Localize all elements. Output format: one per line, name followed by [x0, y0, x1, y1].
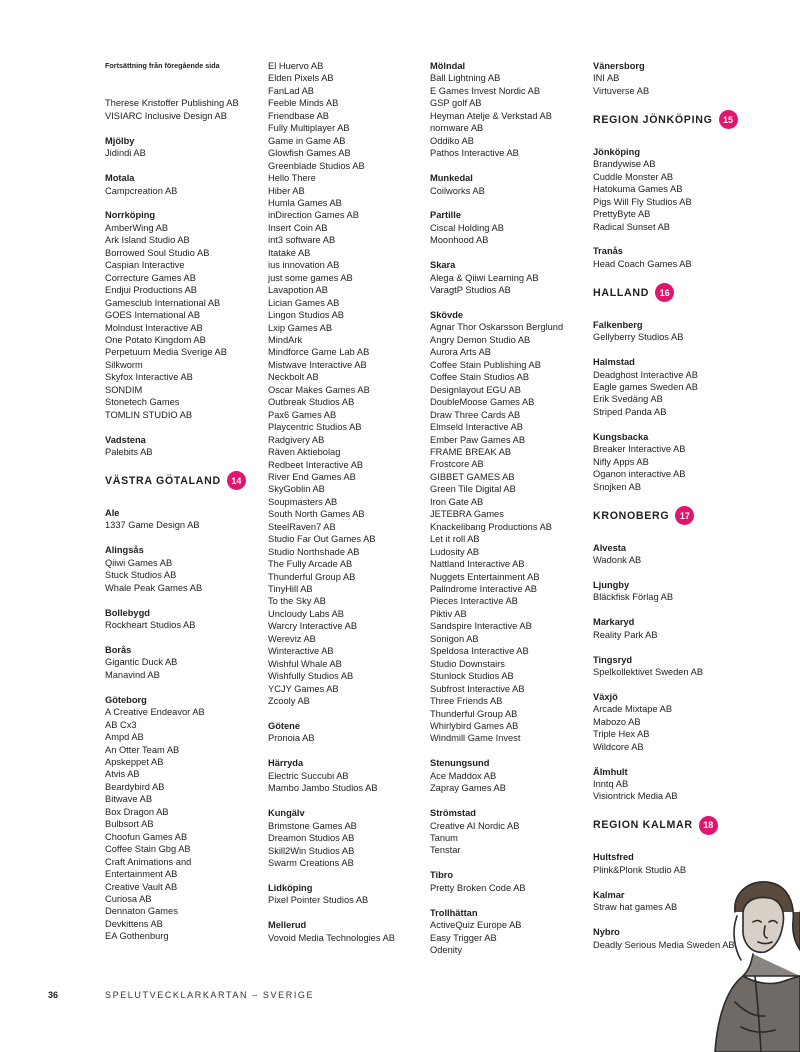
- city-heading: Hultsfred: [593, 852, 634, 863]
- company-entry: EA Gothenburg: [105, 931, 169, 942]
- company-entry: Ace Maddox AB: [430, 770, 497, 781]
- company-entry: SteelRaven7 AB: [268, 521, 336, 532]
- company-entry: Piktiv AB: [430, 608, 467, 619]
- company-entry: Bitwave AB: [105, 794, 153, 805]
- company-entry: Lxip Games AB: [268, 322, 333, 333]
- company-entry: Pax6 Games AB: [268, 409, 337, 420]
- company-entry: just some games AB: [268, 272, 353, 283]
- company-entry: Ark Island Studio AB: [105, 235, 190, 246]
- company-entry: Wadonk AB: [593, 554, 642, 565]
- company-entry: Hello There: [268, 173, 316, 184]
- company-entry: Cuddle Monster AB: [593, 171, 674, 182]
- company-entry: Manavind AB: [105, 669, 160, 680]
- company-entry: Pixel Pointer Studios AB: [268, 895, 369, 906]
- city-group: [593, 319, 751, 344]
- company-entry: Elden Pixels AB: [268, 73, 334, 84]
- city-heading: Skövde: [430, 310, 464, 320]
- company-entry: GOES International AB: [105, 310, 201, 321]
- company-entry: Curiosa AB: [105, 893, 152, 904]
- city-group: [105, 209, 263, 421]
- company-entry: Nattland Interactive AB: [430, 559, 525, 570]
- company-entry: Studio Downstairs: [430, 658, 505, 669]
- company-entry: Three Friends AB: [430, 696, 503, 707]
- company-entry: Craft Animations and Entertainment AB: [105, 856, 192, 880]
- region-number-badge: 15: [719, 110, 738, 129]
- city-heading: Kalmar: [593, 889, 625, 900]
- company-entry: Molndust Interactive AB: [105, 322, 203, 333]
- company-entry: Wishfully Studios AB: [268, 671, 354, 682]
- company-entry: Ampd AB: [105, 732, 144, 743]
- company-entry: Mindforce Game Lab AB: [268, 347, 370, 358]
- company-entry: Greenblade Studios AB: [268, 160, 365, 171]
- company-entry: FanLad AB: [268, 85, 315, 96]
- region-title: VÄSTRA GÖTALAND: [105, 474, 221, 487]
- company-entry: DoubleMoose Games AB: [430, 397, 535, 408]
- company-entry: Palindrome Interactive AB: [430, 583, 537, 594]
- region-number-badge: 18: [699, 816, 718, 835]
- region-number-badge: 16: [655, 283, 674, 302]
- company-entry: Let it roll AB: [430, 534, 480, 545]
- company-entry: Coilworks AB: [430, 185, 485, 196]
- column-4: [593, 60, 751, 963]
- company-entry: Neckbolt AB: [268, 372, 319, 383]
- company-entry: ius innovation AB: [268, 260, 340, 271]
- company-entry: Studio Far Out Games AB: [268, 534, 376, 545]
- company-entry: Feeble Minds AB: [268, 98, 339, 109]
- city-heading: Götene: [268, 721, 301, 731]
- company-entry: Brandywise AB: [593, 159, 656, 170]
- company-entry: Wildcore AB: [593, 741, 644, 752]
- company-entry: Speldosa Interactive AB: [430, 646, 529, 657]
- company-entry: Plink&Plonk Studio AB: [593, 864, 687, 875]
- city-heading: Härryda: [268, 758, 304, 769]
- city-group: [105, 135, 263, 160]
- company-entry: SkyGoblin AB: [268, 484, 325, 495]
- company-entry: Jidindi AB: [105, 148, 146, 159]
- company-entry: TOMLIN STUDIO AB: [105, 409, 193, 420]
- company-entry: Atvis AB: [105, 769, 140, 780]
- city-heading: Norrköping: [105, 210, 156, 221]
- city-group: [105, 607, 263, 632]
- city-heading: Kungsbacka: [593, 431, 649, 442]
- city-group: [593, 691, 751, 753]
- company-entry: Hatokuma Games AB: [593, 184, 683, 195]
- company-entry: Endjui Productions AB: [105, 285, 197, 296]
- city-heading: Markaryd: [593, 617, 635, 628]
- company-entry: Deadghost Interactive AB: [593, 369, 698, 380]
- company-entry: Easy Trigger AB: [430, 932, 497, 943]
- company-entry: Designlayout EGU AB: [430, 384, 521, 395]
- company-entry: Mambo Jambo Studios AB: [268, 783, 378, 794]
- city-heading: Partille: [430, 210, 462, 221]
- city-heading: Nybro: [593, 927, 620, 938]
- company-entry: Head Coach Games AB: [593, 258, 692, 269]
- region-heading: [593, 815, 751, 835]
- company-entry: Pathos Interactive AB: [430, 148, 519, 159]
- city-heading: Bollebygd: [105, 607, 150, 618]
- company-entry: Friendbase AB: [268, 110, 329, 121]
- company-entry: Sandspire Interactive AB: [430, 621, 532, 632]
- company-entry: Soupmasters AB: [268, 496, 338, 507]
- company-entry: Correcture Games AB: [105, 272, 196, 283]
- company-entry: PrettyByte AB: [593, 209, 651, 220]
- company-entry: Spelkollektivet Sweden AB: [593, 666, 704, 677]
- company-entry: Stonetech Games: [105, 397, 180, 408]
- continuation-note: Fortsättning från föregående sida: [105, 61, 220, 70]
- company-entry: Ball Lightning AB: [430, 73, 501, 84]
- company-entry: Triple Hex AB: [593, 729, 650, 740]
- company-entry: Studio Northshade AB: [268, 546, 360, 557]
- city-group: [593, 654, 751, 679]
- company-entry: Draw Three Cards AB: [430, 409, 521, 420]
- company-entry: Swarm Creations AB: [268, 857, 354, 868]
- city-group: [268, 807, 426, 869]
- company-entry: Creative AI Nordic AB: [430, 820, 520, 831]
- company-entry: Rockheart Studios AB: [105, 620, 196, 631]
- company-entry: Apskeppet AB: [105, 756, 164, 767]
- city-heading: Alingsås: [105, 545, 144, 556]
- region-title: HALLAND: [593, 286, 650, 299]
- company-entry: Stunlock Studios AB: [430, 671, 514, 682]
- city-heading: Munkedal: [430, 173, 473, 184]
- company-entry: Lavapotion AB: [268, 285, 328, 296]
- city-group: [430, 807, 588, 857]
- page-footer: [0, 990, 800, 1004]
- company-entry: Whirlybird Games AB: [430, 720, 519, 731]
- region-heading: [593, 110, 751, 130]
- city-heading: Jönköping: [593, 146, 640, 157]
- company-entry: Brimstone Games AB: [268, 820, 357, 831]
- page-number: 36: [48, 990, 59, 1000]
- company-entry: AmberWing AB: [105, 222, 169, 233]
- city-heading: Mjölby: [105, 135, 135, 146]
- company-entry: MindArk: [268, 334, 303, 345]
- city-group: [593, 579, 751, 604]
- company-entry: Radical Sunset AB: [593, 221, 671, 232]
- company-entry: Lician Games AB: [268, 297, 340, 308]
- company-entry: 1337 Game Design AB: [105, 520, 200, 531]
- city-group: [430, 869, 588, 894]
- company-entry: Humla Games AB: [268, 197, 342, 208]
- city-group: [268, 757, 426, 794]
- company-entry: Pronoia AB: [268, 733, 315, 744]
- city-group: [430, 757, 588, 794]
- company-entry: Aurora Arts AB: [430, 347, 491, 358]
- company-entry: Dreamon Studios AB: [268, 833, 355, 844]
- city-group: [593, 146, 751, 233]
- city-heading: Göteborg: [105, 694, 147, 705]
- company-entry: To the Sky AB: [268, 596, 326, 607]
- company-entry: E Games Invest Nordic AB: [430, 85, 541, 96]
- company-entry: Tanum: [430, 833, 458, 843]
- city-heading: Alvesta: [593, 542, 627, 553]
- company-entry: Thunderful Group AB: [430, 708, 518, 719]
- company-entry: Thunderful Group AB: [268, 571, 356, 582]
- city-group: [593, 542, 751, 567]
- company-entry: Lingon Studios AB: [268, 310, 344, 321]
- company-entry: Angry Demon Studio AB: [430, 334, 531, 345]
- company-entry: Itatake AB: [268, 247, 311, 258]
- company-entry: Outbreak Studios AB: [268, 397, 355, 408]
- character-illustration: [695, 872, 800, 1052]
- city-heading: Halmstad: [593, 357, 635, 368]
- city-group: [105, 97, 263, 122]
- company-entry: Qiiwi Games AB: [105, 557, 173, 568]
- company-entry: Odenity: [430, 945, 463, 956]
- company-entry: VaragtP Studios AB: [430, 285, 511, 296]
- company-entry: Green Tile Digital AB: [430, 484, 516, 495]
- company-entry: Coffee Stain Publishing AB: [430, 359, 541, 370]
- city-heading: Tranås: [593, 246, 623, 257]
- company-entry: Game in Game AB: [268, 135, 346, 146]
- city-heading: Tibro: [430, 870, 454, 881]
- company-entry: Whale Peak Games AB: [105, 582, 203, 593]
- city-group: [105, 694, 263, 943]
- company-entry: Gellyberry Studios AB: [593, 332, 684, 343]
- city-heading: Vadstena: [105, 434, 146, 445]
- company-entry: Tenstar: [430, 845, 461, 856]
- column-1: [105, 60, 263, 955]
- company-entry: Dennaton Games: [105, 906, 178, 917]
- city-heading: Stenungsund: [430, 758, 490, 769]
- city-group: [105, 644, 263, 681]
- city-heading: Kungälv: [268, 808, 305, 819]
- city-heading: Skara: [430, 260, 456, 271]
- company-entry: GSP golf AB: [430, 98, 482, 109]
- company-entry: Electric Succubi AB: [268, 770, 349, 781]
- company-entry: AB Cx3: [105, 719, 137, 730]
- company-entry: Redbeet Interactive AB: [268, 459, 364, 470]
- company-entry: South North Games AB: [268, 509, 365, 520]
- company-entry: Reality Park AB: [593, 629, 658, 640]
- city-heading: Vänersborg: [593, 61, 645, 71]
- company-entry: Wereviz AB: [268, 633, 316, 644]
- company-entry: Bulbsort AB: [105, 819, 154, 830]
- city-heading: Motala: [105, 173, 135, 184]
- company-entry: INI AB: [593, 73, 620, 84]
- company-entry: Inntq AB: [593, 779, 629, 790]
- region-title: KRONOBERG: [593, 509, 670, 522]
- city-heading: Växjö: [593, 691, 618, 702]
- company-entry: ActiveQuiz Europe AB: [430, 920, 522, 931]
- company-entry: Fully Multiplayer AB: [268, 123, 350, 134]
- company-entry: Windmill Game Invest: [430, 733, 521, 744]
- city-group: [593, 766, 751, 803]
- city-group: [268, 919, 426, 944]
- company-entry: Radgivery AB: [268, 434, 325, 445]
- company-entry: Gigantic Duck AB: [105, 657, 178, 668]
- company-entry: Striped Panda AB: [593, 406, 667, 417]
- city-heading: Ljungby: [593, 579, 630, 590]
- city-group: [430, 259, 588, 296]
- company-entry: Breaker Interactive AB: [593, 444, 686, 455]
- column-3: [430, 60, 588, 969]
- city-group: [430, 60, 588, 160]
- company-entry: Gamesclub International AB: [105, 297, 221, 308]
- company-entry: Winteractive AB: [268, 646, 334, 657]
- company-entry: Frostcore AB: [430, 459, 484, 470]
- company-entry: int3 software AB: [268, 235, 336, 246]
- company-entry: Subfrost Interactive AB: [430, 683, 525, 694]
- company-entry: Coffee Stain Studios AB: [430, 372, 530, 383]
- city-group: [430, 907, 588, 957]
- company-entry: Therese Kristoffer Publishing AB: [105, 98, 239, 109]
- company-entry: Creative Vault AB: [105, 881, 178, 892]
- company-entry: Silkworm: [105, 359, 143, 370]
- company-entry: Oddiko AB: [430, 135, 474, 146]
- city-group: [430, 172, 588, 197]
- company-entry: Playcentric Studios AB: [268, 422, 362, 433]
- company-entry: Sonigon AB: [430, 633, 479, 644]
- company-entry: Bläckfisk Förlag AB: [593, 592, 674, 603]
- region-number-badge: 14: [227, 471, 246, 490]
- company-entry: El Huervo AB: [268, 61, 324, 71]
- company-entry: One Potato Kingdom AB: [105, 335, 206, 346]
- company-entry: Deadly Serious Media Sweden AB: [593, 939, 735, 950]
- city-group: [105, 544, 263, 594]
- company-entry: Pieces Interactive AB: [430, 596, 518, 607]
- company-entry: Skill2Win Studios AB: [268, 845, 355, 856]
- company-entry: Erik Svedäng AB: [593, 394, 663, 405]
- city-group: [593, 60, 751, 97]
- company-entry: Straw hat games AB: [593, 902, 678, 913]
- city-heading: Mölndal: [430, 61, 466, 71]
- region-number-badge: 17: [675, 506, 694, 525]
- company-entry: Caspian Interactive: [105, 260, 185, 271]
- city-group: [593, 245, 751, 270]
- city-heading: Falkenberg: [593, 319, 643, 330]
- company-entry: Hiber AB: [268, 185, 305, 196]
- company-entry: Ember Paw Games AB: [430, 434, 526, 445]
- company-entry: Choofun Games AB: [105, 831, 188, 842]
- company-entry: Nifly Apps AB: [593, 456, 649, 467]
- company-entry: River End Games AB: [268, 471, 356, 482]
- city-heading: Ale: [105, 507, 120, 518]
- city-heading: Lidköping: [268, 882, 313, 893]
- company-entry: An Otter Team AB: [105, 744, 180, 755]
- city-heading: Mellerud: [268, 920, 307, 931]
- company-entry: Eagle games Sweden AB: [593, 382, 698, 392]
- city-heading: Borås: [105, 644, 132, 655]
- city-group: [430, 209, 588, 246]
- company-entry: nornware AB: [430, 123, 484, 134]
- company-entry: Agnar Thor Oskarsson Berglund: [430, 322, 564, 333]
- company-entry: Virtuverse AB: [593, 85, 650, 96]
- company-entry: Campcreation AB: [105, 185, 178, 196]
- company-entry: Vovoid Media Technologies AB: [268, 932, 395, 943]
- company-entry: The Fully Arcade AB: [268, 559, 353, 570]
- region-heading: [593, 283, 751, 303]
- company-entry: Palebits AB: [105, 447, 153, 458]
- company-entry: Borrowed Soul Studio AB: [105, 247, 210, 258]
- company-entry: Devkittens AB: [105, 918, 163, 929]
- company-entry: Oganon interactive AB: [593, 469, 686, 480]
- city-group: [268, 882, 426, 907]
- company-entry: SONDIM: [105, 384, 143, 395]
- company-entry: VISIARC Inclusive Design AB: [105, 110, 227, 121]
- city-group: [268, 60, 426, 708]
- company-entry: Zcooly AB: [268, 696, 310, 707]
- company-entry: Iron Gate AB: [430, 496, 484, 507]
- company-entry: Stuck Studios AB: [105, 570, 177, 581]
- running-head: SPELUTVECKLARKARTAN – SVERIGE: [105, 990, 315, 1000]
- company-entry: Pretty Broken Code AB: [430, 882, 526, 893]
- company-entry: Arcade Mixtape AB: [593, 704, 673, 715]
- company-entry: Skyfox Interactive AB: [105, 372, 193, 383]
- company-entry: Beardybird AB: [105, 781, 165, 792]
- company-entry: Glowfish Games AB: [268, 148, 351, 159]
- city-group: [430, 309, 588, 745]
- company-entry: Zapray Games AB: [430, 783, 506, 794]
- company-entry: Warcry Interactive AB: [268, 621, 358, 632]
- company-entry: Elmseld Interactive AB: [430, 422, 524, 433]
- city-heading: Trollhättan: [430, 907, 478, 918]
- city-heading: Strömstad: [430, 808, 476, 819]
- city-group: [593, 431, 751, 493]
- company-entry: Alega & Qiiwi Learning AB: [430, 272, 539, 283]
- company-entry: Ciscal Holding AB: [430, 222, 504, 233]
- company-entry: GIBBET GAMES AB: [430, 471, 515, 482]
- company-entry: Mabozo AB: [593, 716, 641, 727]
- company-entry: Snojken AB: [593, 481, 642, 492]
- city-group: [105, 507, 263, 532]
- company-entry: Knackelibang Productions AB: [430, 521, 552, 532]
- city-group: [268, 720, 426, 745]
- company-entry: Moonhood AB: [430, 235, 489, 246]
- company-entry: Visiontrick Media AB: [593, 791, 678, 802]
- company-entry: Ludosity AB: [430, 546, 480, 557]
- company-entry: Perpetuum Media Sverige AB: [105, 347, 227, 358]
- company-entry: Wishful Whale AB: [268, 658, 342, 669]
- company-entry: Coffee Stain Gbg AB: [105, 844, 191, 855]
- city-heading: Älmhult: [593, 766, 628, 777]
- city-group: [105, 434, 263, 459]
- city-group: [593, 616, 751, 641]
- company-entry: Oscar Makes Games AB: [268, 384, 370, 395]
- company-entry: Pigs Will Fly Studios AB: [593, 196, 692, 207]
- region-title: REGION KALMAR: [593, 819, 693, 832]
- region-title: REGION JÖNKÖPING: [593, 113, 713, 126]
- company-entry: Mistwave Interactive AB: [268, 359, 367, 370]
- company-entry: Räven Aktiebolag: [268, 447, 341, 458]
- company-entry: YCJY Games AB: [268, 683, 339, 694]
- company-entry: inDirection Games AB: [268, 210, 359, 221]
- company-entry: Uncloudy Labs AB: [268, 608, 344, 619]
- company-entry: Insert Coin AB: [268, 222, 328, 233]
- column-2: [268, 60, 426, 957]
- city-heading: Tingsryd: [593, 654, 633, 665]
- city-group: [105, 172, 263, 197]
- company-entry: Nuggets Entertainment AB: [430, 571, 540, 582]
- company-entry: A Creative Endeavor AB: [105, 707, 205, 718]
- city-group: [593, 356, 751, 418]
- company-entry: Box Dragon AB: [105, 806, 169, 817]
- company-entry: JETEBRA Games: [430, 509, 504, 520]
- company-entry: FRAME BREAK AB: [430, 446, 512, 457]
- company-entry: Heyman Atelje & Verkstad AB: [430, 110, 552, 121]
- region-heading: [105, 471, 263, 491]
- region-heading: [593, 506, 751, 526]
- company-entry: TinyHill AB: [268, 584, 313, 595]
